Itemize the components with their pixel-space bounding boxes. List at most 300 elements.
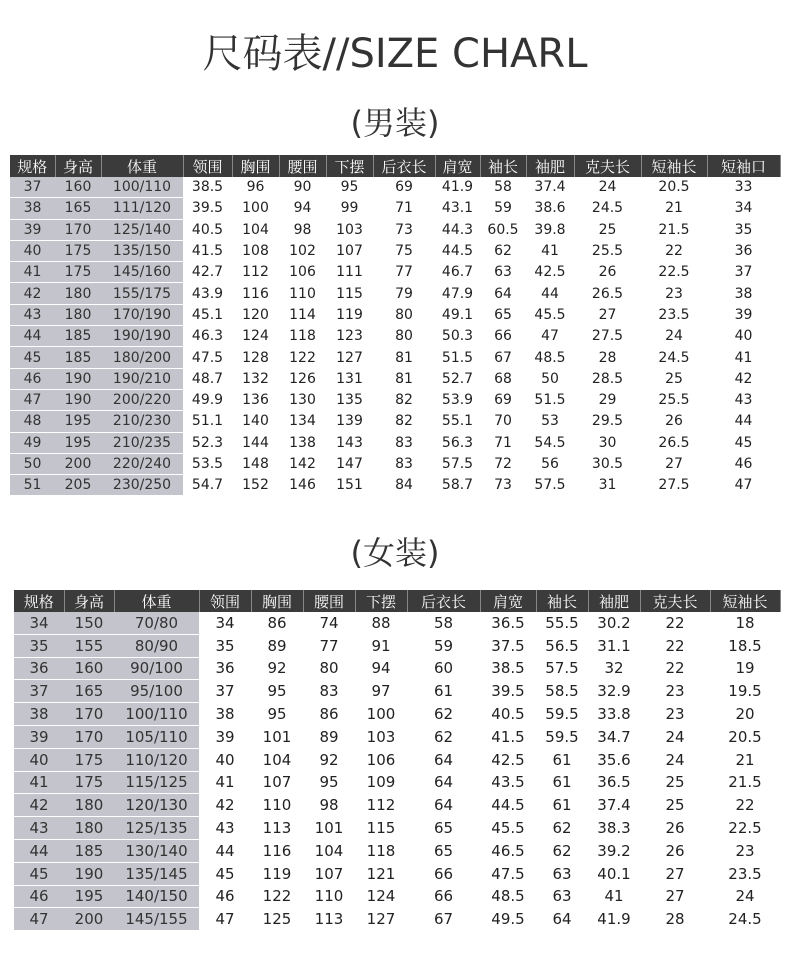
table-cell: 39 [215, 727, 235, 746]
table-cell: 74 [319, 614, 339, 633]
table-cell: 90/100 [114, 657, 199, 680]
table-cell: 136 [242, 392, 269, 409]
table-cell: 127 [336, 349, 363, 366]
table-cell: 42 [10, 283, 55, 304]
table-cell: 118 [366, 841, 396, 860]
table-cell: 56.5 [545, 636, 579, 655]
table-cell: 104 [242, 221, 269, 238]
table-cell: 165 [64, 680, 114, 703]
table-row [14, 612, 780, 634]
table-cell: 24 [735, 887, 755, 906]
table-cell: 38 [734, 285, 753, 302]
table-cell: 45 [215, 864, 235, 883]
table-cell: 138 [289, 434, 316, 451]
table-cell: 24.5 [591, 200, 624, 217]
table-cell: 88 [371, 614, 391, 633]
table-cell: 56.3 [441, 434, 474, 451]
table-cell: 135 [336, 392, 363, 409]
column-header: 短袖长 [710, 590, 780, 612]
table-cell: 42 [734, 370, 753, 387]
table-cell: 147 [336, 456, 363, 472]
table-cell: 124 [242, 328, 269, 345]
table-cell: 32.9 [597, 682, 631, 701]
table-cell: 200 [64, 908, 114, 930]
table-cell: 67 [433, 910, 454, 928]
table-cell: 195 [64, 885, 114, 908]
table-cell: 66 [433, 887, 454, 906]
table-cell: 38.5 [491, 659, 525, 678]
table-cell: 22 [665, 614, 685, 633]
table-cell: 94 [293, 200, 312, 217]
column-header: 下摆 [326, 155, 373, 177]
table-cell: 180 [64, 817, 114, 840]
table-cell: 35 [734, 221, 753, 238]
table-cell: 41 [604, 887, 624, 906]
table-cell: 65 [433, 819, 454, 838]
table-cell: 43 [10, 304, 55, 325]
table-cell: 160 [64, 657, 114, 680]
table-cell: 22 [665, 636, 685, 655]
table-cell: 126 [289, 370, 316, 387]
table-cell: 38.3 [597, 819, 631, 838]
table-cell: 56 [541, 456, 559, 472]
table-cell: 64 [433, 796, 454, 815]
table-cell: 63 [552, 887, 572, 906]
table-cell: 80 [319, 659, 339, 678]
table-cell: 26.5 [658, 434, 690, 451]
table-cell: 144 [242, 434, 269, 451]
table-cell: 115/125 [114, 771, 199, 794]
table-cell: 27 [598, 306, 617, 323]
table-row [14, 680, 780, 703]
table-cell: 46 [10, 368, 55, 389]
table-cell: 35 [215, 636, 235, 655]
table-cell: 43.9 [191, 285, 224, 302]
table-cell: 104 [262, 750, 292, 769]
table-cell: 107 [262, 773, 292, 792]
table-cell: 134 [289, 413, 316, 430]
table-row [10, 177, 780, 198]
table-cell: 119 [262, 864, 292, 883]
table-cell: 148 [242, 456, 269, 472]
table-cell: 18 [735, 614, 755, 633]
table-cell: 30 [598, 434, 617, 451]
column-header: 规格 [14, 590, 64, 612]
table-cell: 115 [366, 819, 396, 838]
table-cell: 40.5 [191, 221, 224, 238]
table-cell: 152 [242, 477, 269, 494]
table-cell: 29.5 [591, 413, 624, 430]
page-title: 尺码表//SIZE CHARL [202, 31, 588, 77]
table-cell: 65 [433, 841, 454, 860]
table-cell: 71 [395, 200, 413, 217]
table-cell: 59 [433, 636, 454, 655]
table-cell: 200/220 [101, 389, 183, 410]
table-cell: 40 [14, 748, 64, 771]
table-cell: 125/140 [101, 219, 183, 240]
women-header-row [14, 590, 780, 612]
table-cell: 47 [215, 910, 235, 928]
column-header: 短袖口 [707, 155, 780, 177]
table-cell: 34 [14, 612, 64, 634]
table-cell: 25.5 [591, 243, 624, 260]
column-header: 领围 [183, 155, 232, 177]
table-cell: 44 [14, 839, 64, 862]
table-cell: 190 [55, 389, 101, 410]
table-cell: 26 [665, 819, 685, 838]
table-row [14, 657, 780, 680]
table-cell: 27 [665, 864, 685, 883]
table-cell: 45 [14, 862, 64, 885]
table-cell: 89 [319, 727, 339, 746]
table-cell: 122 [262, 887, 292, 906]
table-row [10, 411, 780, 432]
table-cell: 100/110 [114, 703, 199, 726]
table-cell: 21 [735, 750, 755, 769]
table-cell: 151 [336, 477, 363, 494]
column-header: 腰围 [279, 155, 326, 177]
table-cell: 47 [734, 477, 753, 494]
table-cell: 59 [494, 200, 512, 217]
table-row [10, 453, 780, 474]
table-row [14, 817, 780, 840]
table-cell: 42.5 [491, 750, 525, 769]
table-cell: 160 [55, 177, 101, 198]
table-cell: 25.5 [658, 392, 690, 409]
table-cell: 130/140 [114, 839, 199, 862]
table-cell: 26 [665, 841, 685, 860]
table-cell: 100/110 [101, 177, 183, 198]
table-cell: 116 [242, 285, 269, 302]
table-cell: 53.9 [441, 392, 474, 409]
table-cell: 44.5 [491, 796, 525, 815]
table-row [10, 368, 780, 389]
table-cell: 21.5 [728, 773, 762, 792]
table-cell: 43 [215, 819, 235, 838]
table-cell: 42.5 [534, 264, 566, 281]
table-cell: 170/190 [101, 304, 183, 325]
table-row [10, 347, 780, 368]
table-cell: 58.7 [441, 477, 474, 494]
column-header: 体重 [114, 590, 199, 612]
table-cell: 34 [215, 614, 235, 633]
table-cell: 165 [55, 198, 101, 219]
table-cell: 195 [55, 432, 101, 453]
table-cell: 190 [64, 862, 114, 885]
table-cell: 33.8 [597, 705, 631, 724]
table-cell: 43.5 [491, 773, 525, 792]
table-cell: 125/135 [114, 817, 199, 840]
table-cell: 69 [395, 179, 413, 196]
table-cell: 65 [494, 306, 512, 323]
table-cell: 29 [598, 392, 617, 409]
table-cell: 101 [314, 819, 344, 838]
table-cell: 58.5 [545, 682, 579, 701]
table-cell: 114 [289, 306, 316, 323]
table-cell: 200 [55, 453, 101, 474]
table-cell: 38.5 [191, 179, 224, 196]
table-cell: 38 [215, 705, 235, 724]
column-header: 下摆 [355, 590, 407, 612]
table-cell: 128 [242, 349, 269, 366]
table-cell: 24 [665, 750, 685, 769]
table-cell: 27.5 [591, 328, 624, 345]
table-cell: 50 [10, 453, 55, 474]
table-cell: 23 [665, 285, 683, 302]
men-table-body [10, 177, 780, 495]
table-cell: 170 [55, 219, 101, 240]
table-cell: 46.5 [491, 841, 525, 860]
table-cell: 130 [289, 392, 316, 409]
table-cell: 80 [395, 306, 413, 323]
table-cell: 107 [336, 243, 363, 260]
table-cell: 71 [494, 434, 512, 451]
table-cell: 24.5 [728, 910, 762, 928]
table-cell: 64 [433, 750, 454, 769]
table-cell: 46 [14, 885, 64, 908]
table-cell: 120/130 [114, 794, 199, 817]
table-cell: 145/155 [114, 908, 199, 930]
table-cell: 54.7 [191, 477, 224, 494]
table-cell: 123 [336, 328, 363, 345]
table-cell: 60 [433, 659, 454, 678]
table-cell: 36.5 [597, 773, 631, 792]
table-cell: 62 [433, 727, 454, 746]
table-cell: 23 [735, 841, 755, 860]
table-row [14, 725, 780, 748]
table-cell: 185 [55, 326, 101, 347]
table-cell: 120 [242, 306, 269, 323]
table-cell: 21 [665, 200, 683, 217]
table-cell: 41 [541, 243, 559, 260]
table-cell: 48.7 [191, 370, 224, 387]
table-cell: 46.3 [191, 328, 224, 345]
column-header: 身高 [64, 590, 114, 612]
table-cell: 111/120 [101, 198, 183, 219]
table-cell: 53 [541, 413, 559, 430]
table-cell: 42 [14, 794, 64, 817]
table-cell: 101 [262, 727, 292, 746]
table-cell: 26.5 [591, 285, 624, 302]
table-cell: 92 [267, 659, 287, 678]
table-cell: 86 [319, 705, 339, 724]
table-cell: 81 [395, 370, 413, 387]
table-cell: 185 [64, 839, 114, 862]
men-section-label: (男装) [350, 104, 440, 142]
table-cell: 210/230 [101, 411, 183, 432]
table-cell: 180 [64, 794, 114, 817]
table-cell: 37.4 [534, 179, 566, 196]
table-cell: 53.5 [191, 456, 224, 472]
table-cell: 52.3 [191, 434, 224, 451]
table-cell: 25 [665, 773, 685, 792]
table-cell: 110 [289, 285, 316, 302]
column-header: 袖长 [480, 155, 526, 177]
table-cell: 38 [10, 198, 55, 219]
table-cell: 23.5 [658, 306, 690, 323]
table-cell: 83 [395, 456, 413, 472]
table-cell: 61 [552, 773, 572, 792]
table-cell: 22 [665, 243, 683, 260]
table-cell: 24 [598, 179, 617, 196]
table-cell: 139 [336, 413, 363, 430]
table-cell: 32 [604, 659, 624, 678]
table-row [14, 703, 780, 726]
table-cell: 28.5 [591, 370, 624, 387]
table-cell: 44.3 [441, 221, 474, 238]
table-cell: 50 [541, 370, 559, 387]
table-cell: 135/150 [101, 240, 183, 261]
table-cell: 46.7 [441, 264, 474, 281]
table-cell: 38 [14, 703, 64, 726]
table-cell: 28 [598, 349, 617, 366]
column-header: 袖肥 [526, 155, 574, 177]
table-cell: 41 [215, 773, 235, 792]
column-header: 领围 [199, 590, 251, 612]
table-cell: 115 [336, 285, 363, 302]
table-cell: 31 [598, 477, 617, 494]
table-cell: 142 [289, 456, 316, 472]
table-cell: 77 [395, 264, 413, 281]
column-header: 克夫长 [574, 155, 641, 177]
table-cell: 39.5 [191, 200, 224, 217]
table-cell: 62 [552, 841, 572, 860]
table-cell: 104 [314, 841, 344, 860]
table-cell: 103 [366, 727, 396, 746]
table-cell: 20.5 [658, 179, 690, 196]
table-cell: 95/100 [114, 680, 199, 703]
table-cell: 28 [665, 910, 685, 928]
table-cell: 36 [215, 659, 235, 678]
column-header: 袖长 [536, 590, 588, 612]
table-cell: 30.5 [591, 456, 624, 472]
table-cell: 18.5 [728, 636, 762, 655]
table-cell: 47 [541, 328, 559, 345]
table-cell: 25 [665, 796, 685, 815]
column-header: 后衣长 [373, 155, 435, 177]
table-cell: 80 [395, 328, 413, 345]
table-cell: 41.5 [191, 243, 224, 260]
table-cell: 75 [395, 243, 413, 260]
table-cell: 37 [734, 264, 753, 281]
table-cell: 175 [64, 771, 114, 794]
table-cell: 35.6 [597, 750, 631, 769]
table-cell: 82 [395, 413, 413, 430]
table-cell: 36 [14, 657, 64, 680]
table-cell: 35 [14, 634, 64, 657]
table-cell: 37 [10, 177, 55, 198]
table-cell: 83 [319, 682, 339, 701]
table-cell: 125 [262, 910, 292, 928]
table-cell: 109 [366, 773, 396, 792]
column-header: 腰围 [303, 590, 355, 612]
table-row [14, 771, 780, 794]
table-cell: 116 [262, 841, 292, 860]
table-cell: 62 [552, 819, 572, 838]
table-cell: 45 [10, 347, 55, 368]
table-cell: 68 [494, 370, 512, 387]
table-cell: 69 [494, 392, 512, 409]
table-cell: 59.5 [545, 727, 579, 746]
table-cell: 127 [366, 910, 396, 928]
table-cell: 55.5 [545, 614, 579, 633]
table-cell: 105/110 [114, 725, 199, 748]
table-cell: 64 [552, 910, 572, 928]
column-header: 身高 [55, 155, 101, 177]
table-cell: 146 [289, 477, 316, 494]
table-cell: 43.1 [441, 200, 474, 217]
table-cell: 58 [433, 614, 454, 633]
table-cell: 102 [289, 243, 316, 260]
table-cell: 33 [734, 179, 753, 196]
table-row [10, 389, 780, 410]
table-cell: 64 [494, 285, 512, 302]
column-header: 胸围 [251, 590, 303, 612]
column-header: 后衣长 [407, 590, 480, 612]
table-cell: 57.5 [545, 659, 579, 678]
table-cell: 61 [552, 796, 572, 815]
table-cell: 145/160 [101, 262, 183, 283]
table-cell: 27.5 [658, 477, 690, 494]
table-cell: 27 [665, 456, 683, 472]
table-cell: 39 [734, 306, 753, 323]
column-header: 克夫长 [640, 590, 710, 612]
table-row [10, 432, 780, 453]
table-cell: 131 [336, 370, 363, 387]
table-cell: 220/240 [101, 453, 183, 474]
table-row [10, 283, 780, 304]
table-cell: 110 [314, 887, 344, 906]
table-cell: 150 [64, 612, 114, 634]
table-row [14, 748, 780, 771]
table-cell: 20.5 [728, 727, 762, 746]
table-cell: 124 [366, 887, 396, 906]
table-cell: 44 [10, 326, 55, 347]
column-header: 体重 [101, 155, 183, 177]
table-cell: 155 [64, 634, 114, 657]
table-cell: 30.2 [597, 614, 631, 633]
table-cell: 41 [14, 771, 64, 794]
table-cell: 63 [494, 264, 512, 281]
table-cell: 155/175 [101, 283, 183, 304]
table-cell: 43 [14, 817, 64, 840]
table-cell: 37 [215, 682, 235, 701]
table-cell: 40 [215, 750, 235, 769]
table-cell: 55.1 [441, 413, 474, 430]
table-row [10, 198, 780, 219]
column-header: 肩宽 [480, 590, 536, 612]
table-cell: 89 [267, 636, 287, 655]
table-cell: 91 [371, 636, 391, 655]
table-cell: 96 [246, 179, 265, 196]
table-cell: 84 [395, 477, 413, 494]
table-cell: 45.1 [191, 306, 224, 323]
table-cell: 51.5 [534, 392, 566, 409]
table-cell: 45.5 [491, 819, 525, 838]
table-cell: 72 [494, 456, 512, 472]
table-row [10, 262, 780, 283]
table-cell: 70 [494, 413, 512, 430]
table-cell: 40.5 [491, 705, 525, 724]
table-cell: 40 [10, 240, 55, 261]
table-cell: 185 [55, 347, 101, 368]
table-cell: 230/250 [101, 475, 183, 496]
table-cell: 113 [262, 819, 292, 838]
table-cell: 62 [494, 243, 512, 260]
table-cell: 44 [541, 285, 559, 302]
table-cell: 22.5 [658, 264, 690, 281]
table-cell: 132 [242, 370, 269, 387]
